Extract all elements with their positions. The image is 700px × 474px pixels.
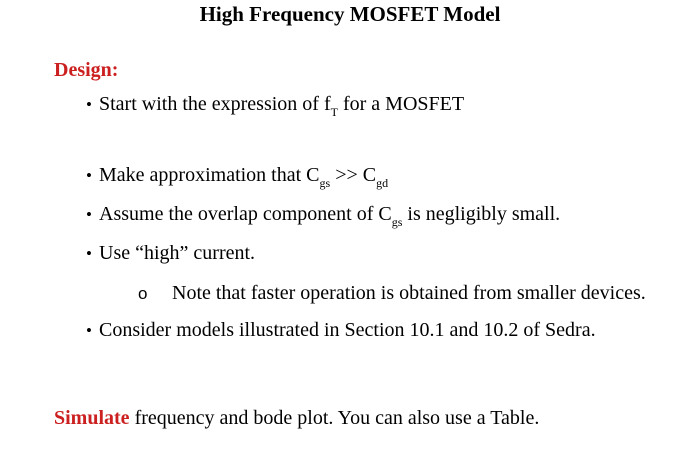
sub-bullet-smaller-devices — [138, 281, 646, 306]
bullet-high-current — [86, 241, 255, 266]
subscript-gd: gd — [376, 176, 389, 190]
bullet-text: Make approximation that C — [99, 164, 320, 186]
subscript-t: T — [330, 105, 338, 119]
bullet-sedra-models — [86, 318, 596, 343]
subscript-gs: gs — [391, 215, 403, 229]
page-title: High Frequency MOSFET Model — [199, 2, 501, 26]
bullet-text: Consider models illustrated in Section 10.1 and 10.2 of Sedra. — [99, 319, 596, 341]
bullet-text: Use “high” current. — [99, 242, 256, 264]
simulate-keyword: Simulate — [54, 407, 130, 429]
bullet-dot-icon: • — [86, 166, 92, 185]
bullet-dot-icon: • — [86, 321, 92, 340]
subscript-gs: gs — [319, 176, 331, 190]
simulate-instruction — [54, 406, 539, 430]
design-heading: Design: — [54, 59, 119, 81]
bullet-text: Assume the overlap component of C — [99, 203, 392, 225]
bullet-text: Start with the expression of f — [99, 93, 331, 115]
bullet-dot-icon: • — [86, 244, 92, 263]
bullet-text-tail: for a MOSFET — [337, 93, 465, 115]
bullet-dot-icon: • — [86, 95, 92, 114]
bullet-text-mid: >> C — [330, 164, 377, 186]
circle-bullet-icon: o — [138, 284, 148, 303]
bullet-dot-icon: • — [86, 205, 92, 224]
sub-bullet-text: Note that faster operation is obtained from smaller devices. — [172, 282, 646, 304]
bullet-overlap-component — [86, 202, 560, 228]
simulate-text: frequency and bode plot. You can also use a Table. — [129, 407, 540, 429]
bullet-ft-expression — [86, 92, 464, 118]
bullet-text-tail: is negligibly small. — [402, 203, 561, 225]
bullet-cgs-approximation — [86, 163, 388, 189]
